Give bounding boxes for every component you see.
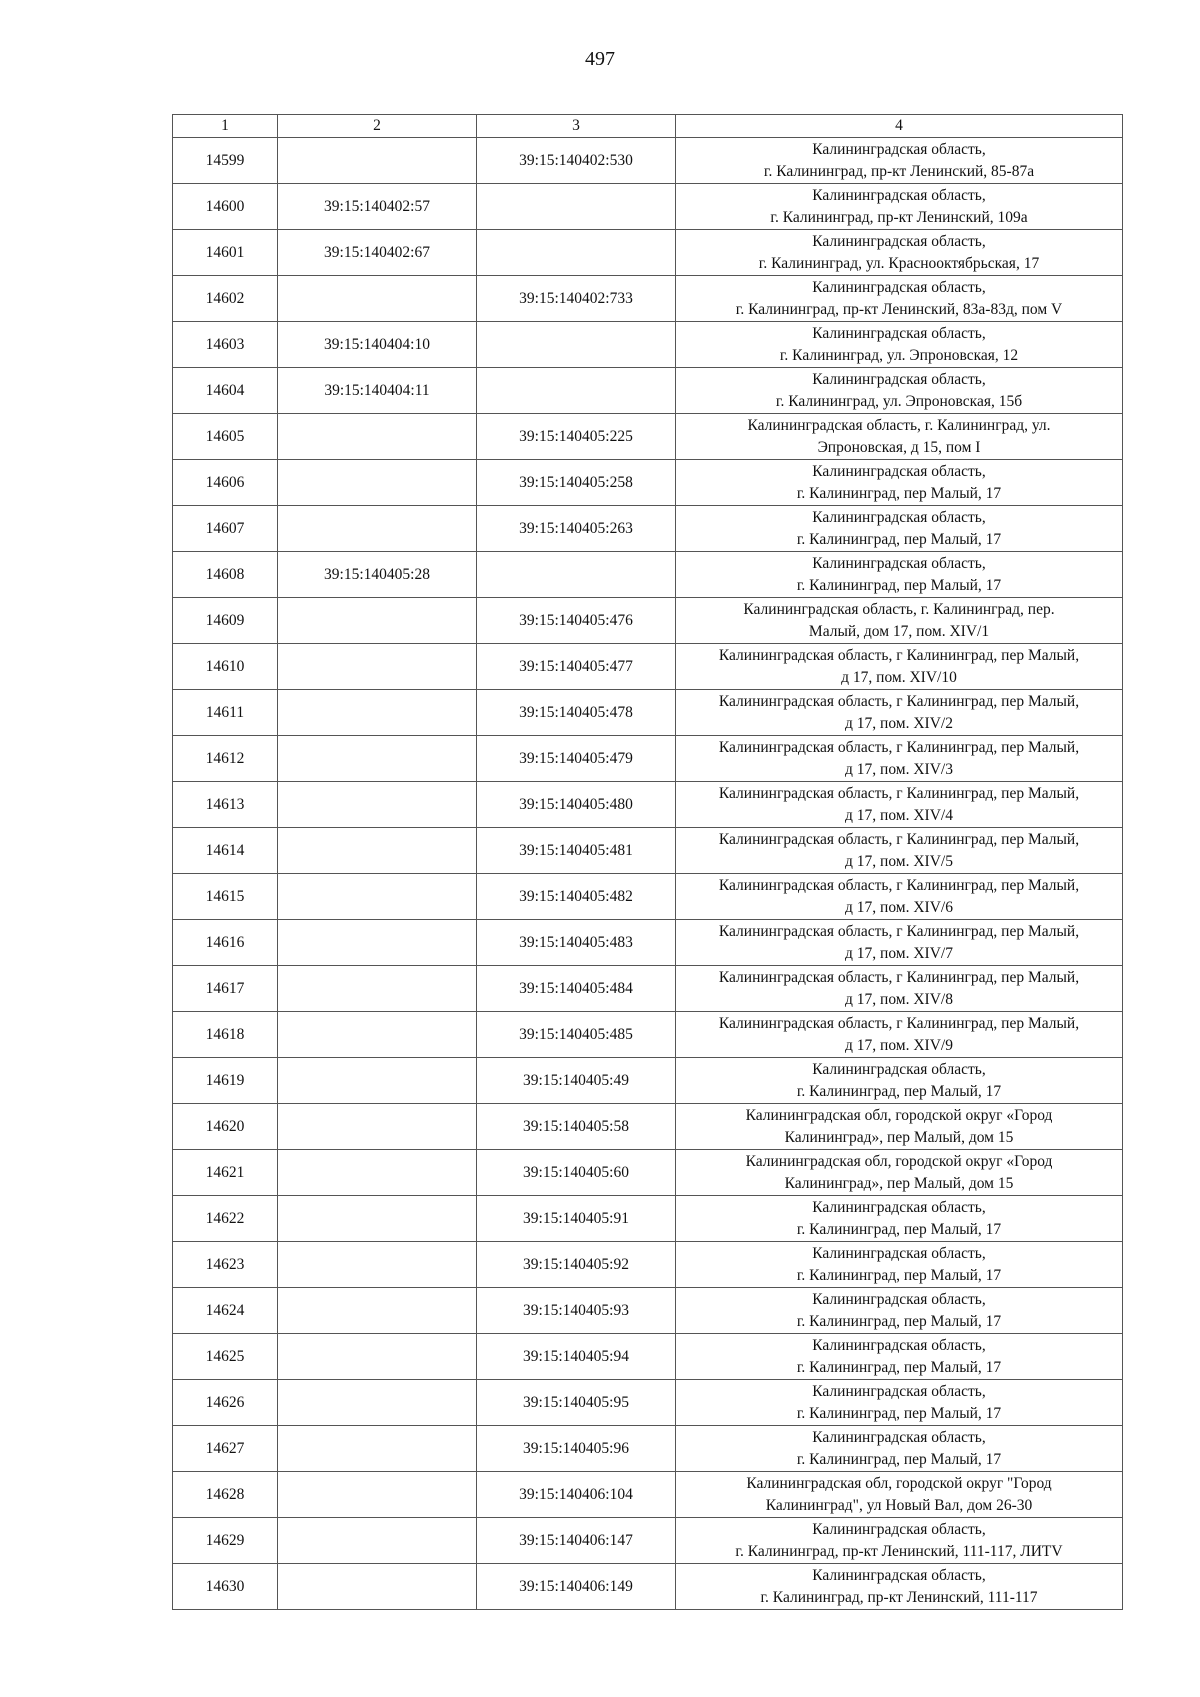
cadastral-number-cell — [477, 184, 676, 230]
row-number-cell: 14608 — [173, 552, 278, 598]
cadastral-number-cell: 39:15:140405:93 — [477, 1288, 676, 1334]
table-row — [173, 1380, 1123, 1426]
address-cell: Калининградская область, г. Калининград, пр-кт Ленинский, 111-117, ЛИТV — [676, 1518, 1123, 1564]
address-cell: Калининградская обл, городской округ «Город Калининград», пер Малый, дом 15 — [676, 1150, 1123, 1196]
cadastral-number-cell — [278, 414, 477, 460]
address-cell: Калининградская область, г. Калининград, пр-кт Ленинский, 85-87а — [676, 138, 1123, 184]
row-number-cell: 14599 — [173, 138, 278, 184]
cadastral-number-cell: 39:15:140405:58 — [477, 1104, 676, 1150]
table-row — [173, 506, 1123, 552]
address-cell: Калининградская область, г Калининград, пер Малый, д 17, пом. XIV/3 — [676, 736, 1123, 782]
cadastral-number-cell — [278, 1334, 477, 1380]
cadastral-number-cell: 39:15:140405:476 — [477, 598, 676, 644]
table-row — [173, 920, 1123, 966]
table-row — [173, 1104, 1123, 1150]
table-row — [173, 414, 1123, 460]
address-cell: Калининградская область, г. Калининград, пер Малый, 17 — [676, 1380, 1123, 1426]
cadastral-number-cell: 39:15:140405:477 — [477, 644, 676, 690]
row-number-cell: 14623 — [173, 1242, 278, 1288]
cadastral-number-cell — [278, 736, 477, 782]
cadastral-number-cell: 39:15:140405:263 — [477, 506, 676, 552]
address-cell: Калининградская область, г. Калининград, пер Малый, 17 — [676, 552, 1123, 598]
table-row — [173, 368, 1123, 414]
row-number-cell: 14611 — [173, 690, 278, 736]
cadastral-number-cell: 39:15:140406:149 — [477, 1564, 676, 1610]
row-number-cell: 14603 — [173, 322, 278, 368]
address-cell: Калининградская область, г. Калининград, пер Малый, 17 — [676, 1288, 1123, 1334]
table-row — [173, 276, 1123, 322]
row-number-cell: 14604 — [173, 368, 278, 414]
cadastral-number-cell — [278, 920, 477, 966]
row-number-cell: 14622 — [173, 1196, 278, 1242]
cadastral-number-cell: 39:15:140405:91 — [477, 1196, 676, 1242]
table-row — [173, 644, 1123, 690]
address-cell: Калининградская область, г Калининград, пер Малый, д 17, пом. XIV/2 — [676, 690, 1123, 736]
row-number-cell: 14609 — [173, 598, 278, 644]
cadastral-number-cell — [278, 598, 477, 644]
table-row — [173, 1196, 1123, 1242]
cadastral-number-cell: 39:15:140405:225 — [477, 414, 676, 460]
row-number-cell: 14614 — [173, 828, 278, 874]
cadastral-number-cell — [477, 322, 676, 368]
cadastral-number-cell — [278, 690, 477, 736]
row-number-cell: 14624 — [173, 1288, 278, 1334]
row-number-cell: 14615 — [173, 874, 278, 920]
cadastral-number-cell — [278, 828, 477, 874]
row-number-cell: 14613 — [173, 782, 278, 828]
cadastral-number-cell — [278, 874, 477, 920]
row-number-cell: 14630 — [173, 1564, 278, 1610]
address-cell: Калининградская область, г. Калининград, ул. Краснооктябрьская, 17 — [676, 230, 1123, 276]
cadastral-number-cell: 39:15:140402:67 — [278, 230, 477, 276]
header-row — [173, 115, 1123, 138]
column-header-1: 1 — [173, 115, 278, 138]
row-number-cell: 14617 — [173, 966, 278, 1012]
address-cell: Калининградская область, г. Калининград, пер. Малый, дом 17, пом. XIV/1 — [676, 598, 1123, 644]
table-body — [173, 138, 1123, 1610]
address-cell: Калининградская область, г. Калининград, пр-кт Ленинский, 83а-83д, пом V — [676, 276, 1123, 322]
address-cell: Калининградская область, г Калининград, пер Малый, д 17, пом. XIV/8 — [676, 966, 1123, 1012]
cadastral-number-cell: 39:15:140405:482 — [477, 874, 676, 920]
cadastral-number-cell: 39:15:140406:104 — [477, 1472, 676, 1518]
address-cell: Калининградская область, г. Калининград, пер Малый, 17 — [676, 1334, 1123, 1380]
row-number-cell: 14627 — [173, 1426, 278, 1472]
cadastral-number-cell: 39:15:140405:485 — [477, 1012, 676, 1058]
cadastral-number-cell: 39:15:140405:94 — [477, 1334, 676, 1380]
cadastral-number-cell — [278, 782, 477, 828]
table-row — [173, 1242, 1123, 1288]
cadastral-number-cell — [477, 230, 676, 276]
row-number-cell: 14606 — [173, 460, 278, 506]
cadastral-number-cell: 39:15:140405:479 — [477, 736, 676, 782]
table-row — [173, 322, 1123, 368]
address-cell: Калининградская область, г. Калининград, ул. Эпроновская, 15б — [676, 368, 1123, 414]
row-number-cell: 14616 — [173, 920, 278, 966]
cadastral-number-cell — [278, 138, 477, 184]
cadastral-number-cell — [477, 368, 676, 414]
cadastral-number-cell: 39:15:140405:95 — [477, 1380, 676, 1426]
cadastral-number-cell — [278, 1380, 477, 1426]
row-number-cell: 14626 — [173, 1380, 278, 1426]
cadastral-number-cell: 39:15:140405:28 — [278, 552, 477, 598]
row-number-cell: 14605 — [173, 414, 278, 460]
table-row — [173, 874, 1123, 920]
column-header-2: 2 — [278, 115, 477, 138]
table-row — [173, 1518, 1123, 1564]
cadastral-number-cell — [278, 1104, 477, 1150]
page-number: 497 — [585, 48, 615, 70]
row-number-cell: 14619 — [173, 1058, 278, 1104]
row-number-cell: 14601 — [173, 230, 278, 276]
row-number-cell: 14602 — [173, 276, 278, 322]
address-cell: Калининградская обл, городской округ «Город Калининград», пер Малый, дом 15 — [676, 1104, 1123, 1150]
row-number-cell: 14612 — [173, 736, 278, 782]
address-cell: Калининградская область, г. Калининград, пер Малый, 17 — [676, 1196, 1123, 1242]
column-header-4: 4 — [676, 115, 1123, 138]
table-row — [173, 1564, 1123, 1610]
address-cell: Калининградская область, г Калининград, пер Малый, д 17, пом. XIV/7 — [676, 920, 1123, 966]
address-cell: Калининградская область, г Калининград, пер Малый, д 17, пом. XIV/10 — [676, 644, 1123, 690]
address-cell: Калининградская область, г. Калининград, ул. Эпроновская, 12 — [676, 322, 1123, 368]
table-row — [173, 828, 1123, 874]
table-row — [173, 690, 1123, 736]
address-cell: Калининградская область, г. Калининград, пр-кт Ленинский, 109а — [676, 184, 1123, 230]
address-cell: Калининградская область, г. Калининград, пер Малый, 17 — [676, 460, 1123, 506]
table-row — [173, 1288, 1123, 1334]
table-row — [173, 1334, 1123, 1380]
row-number-cell: 14600 — [173, 184, 278, 230]
cadastral-number-cell: 39:15:140405:258 — [477, 460, 676, 506]
table-row — [173, 184, 1123, 230]
cadastral-number-cell — [278, 460, 477, 506]
cadastral-number-cell: 39:15:140405:92 — [477, 1242, 676, 1288]
table-row — [173, 230, 1123, 276]
row-number-cell: 14618 — [173, 1012, 278, 1058]
cadastral-number-cell — [278, 1288, 477, 1334]
cadastral-number-cell: 39:15:140404:11 — [278, 368, 477, 414]
cadastral-number-cell: 39:15:140402:57 — [278, 184, 477, 230]
cadastral-number-cell: 39:15:140405:480 — [477, 782, 676, 828]
table-row — [173, 1150, 1123, 1196]
cadastral-number-cell: 39:15:140405:481 — [477, 828, 676, 874]
row-number-cell: 14628 — [173, 1472, 278, 1518]
address-cell: Калининградская область, г Калининград, пер Малый, д 17, пом. XIV/4 — [676, 782, 1123, 828]
address-cell: Калининградская область, г. Калининград, ул. Эпроновская, д 15, пом I — [676, 414, 1123, 460]
row-number-cell: 14610 — [173, 644, 278, 690]
cadastral-number-cell: 39:15:140402:733 — [477, 276, 676, 322]
cadastral-number-cell: 39:15:140405:96 — [477, 1426, 676, 1472]
row-number-cell: 14625 — [173, 1334, 278, 1380]
table-row — [173, 138, 1123, 184]
cadastral-number-cell — [278, 966, 477, 1012]
row-number-cell: 14620 — [173, 1104, 278, 1150]
column-header-3: 3 — [477, 115, 676, 138]
table-row — [173, 736, 1123, 782]
cadastral-number-cell — [278, 276, 477, 322]
cadastral-number-cell — [278, 1472, 477, 1518]
table-row — [173, 1058, 1123, 1104]
address-cell: Калининградская область, г Калининград, пер Малый, д 17, пом. XIV/6 — [676, 874, 1123, 920]
address-cell: Калининградская область, г Калининград, пер Малый, д 17, пом. XIV/5 — [676, 828, 1123, 874]
cadastral-number-cell: 39:15:140406:147 — [477, 1518, 676, 1564]
registry-table — [172, 114, 1123, 1610]
address-cell: Калининградская область, г. Калининград, пр-кт Ленинский, 111-117 — [676, 1564, 1123, 1610]
cadastral-number-cell: 39:15:140405:60 — [477, 1150, 676, 1196]
cadastral-number-cell: 39:15:140405:484 — [477, 966, 676, 1012]
table-row — [173, 460, 1123, 506]
cadastral-number-cell — [278, 1012, 477, 1058]
cadastral-number-cell: 39:15:140404:10 — [278, 322, 477, 368]
cadastral-number-cell: 39:15:140402:530 — [477, 138, 676, 184]
table-row — [173, 782, 1123, 828]
cadastral-number-cell — [477, 552, 676, 598]
cadastral-number-cell — [278, 1150, 477, 1196]
cadastral-number-cell: 39:15:140405:49 — [477, 1058, 676, 1104]
cadastral-number-cell — [278, 644, 477, 690]
table-row — [173, 1426, 1123, 1472]
cadastral-number-cell: 39:15:140405:478 — [477, 690, 676, 736]
address-cell: Калининградская область, г Калининград, пер Малый, д 17, пом. XIV/9 — [676, 1012, 1123, 1058]
row-number-cell: 14607 — [173, 506, 278, 552]
address-cell: Калининградская область, г. Калининград, пер Малый, 17 — [676, 1426, 1123, 1472]
address-cell: Калининградская область, г. Калининград, пер Малый, 17 — [676, 1242, 1123, 1288]
cadastral-number-cell — [278, 1564, 477, 1610]
cadastral-number-cell — [278, 1242, 477, 1288]
address-cell: Калининградская область, г. Калининград, пер Малый, 17 — [676, 1058, 1123, 1104]
cadastral-number-cell — [278, 1058, 477, 1104]
row-number-cell: 14629 — [173, 1518, 278, 1564]
address-cell: Калининградская обл, городской округ "Город Калининград", ул Новый Вал, дом 26-30 — [676, 1472, 1123, 1518]
cadastral-number-cell — [278, 1518, 477, 1564]
cadastral-number-cell: 39:15:140405:483 — [477, 920, 676, 966]
cadastral-number-cell — [278, 1196, 477, 1242]
address-cell: Калининградская область, г. Калининград, пер Малый, 17 — [676, 506, 1123, 552]
table-row — [173, 1012, 1123, 1058]
cadastral-number-cell — [278, 506, 477, 552]
row-number-cell: 14621 — [173, 1150, 278, 1196]
table-row — [173, 966, 1123, 1012]
table-row — [173, 598, 1123, 644]
cadastral-number-cell — [278, 1426, 477, 1472]
table-row — [173, 552, 1123, 598]
table-row — [173, 1472, 1123, 1518]
